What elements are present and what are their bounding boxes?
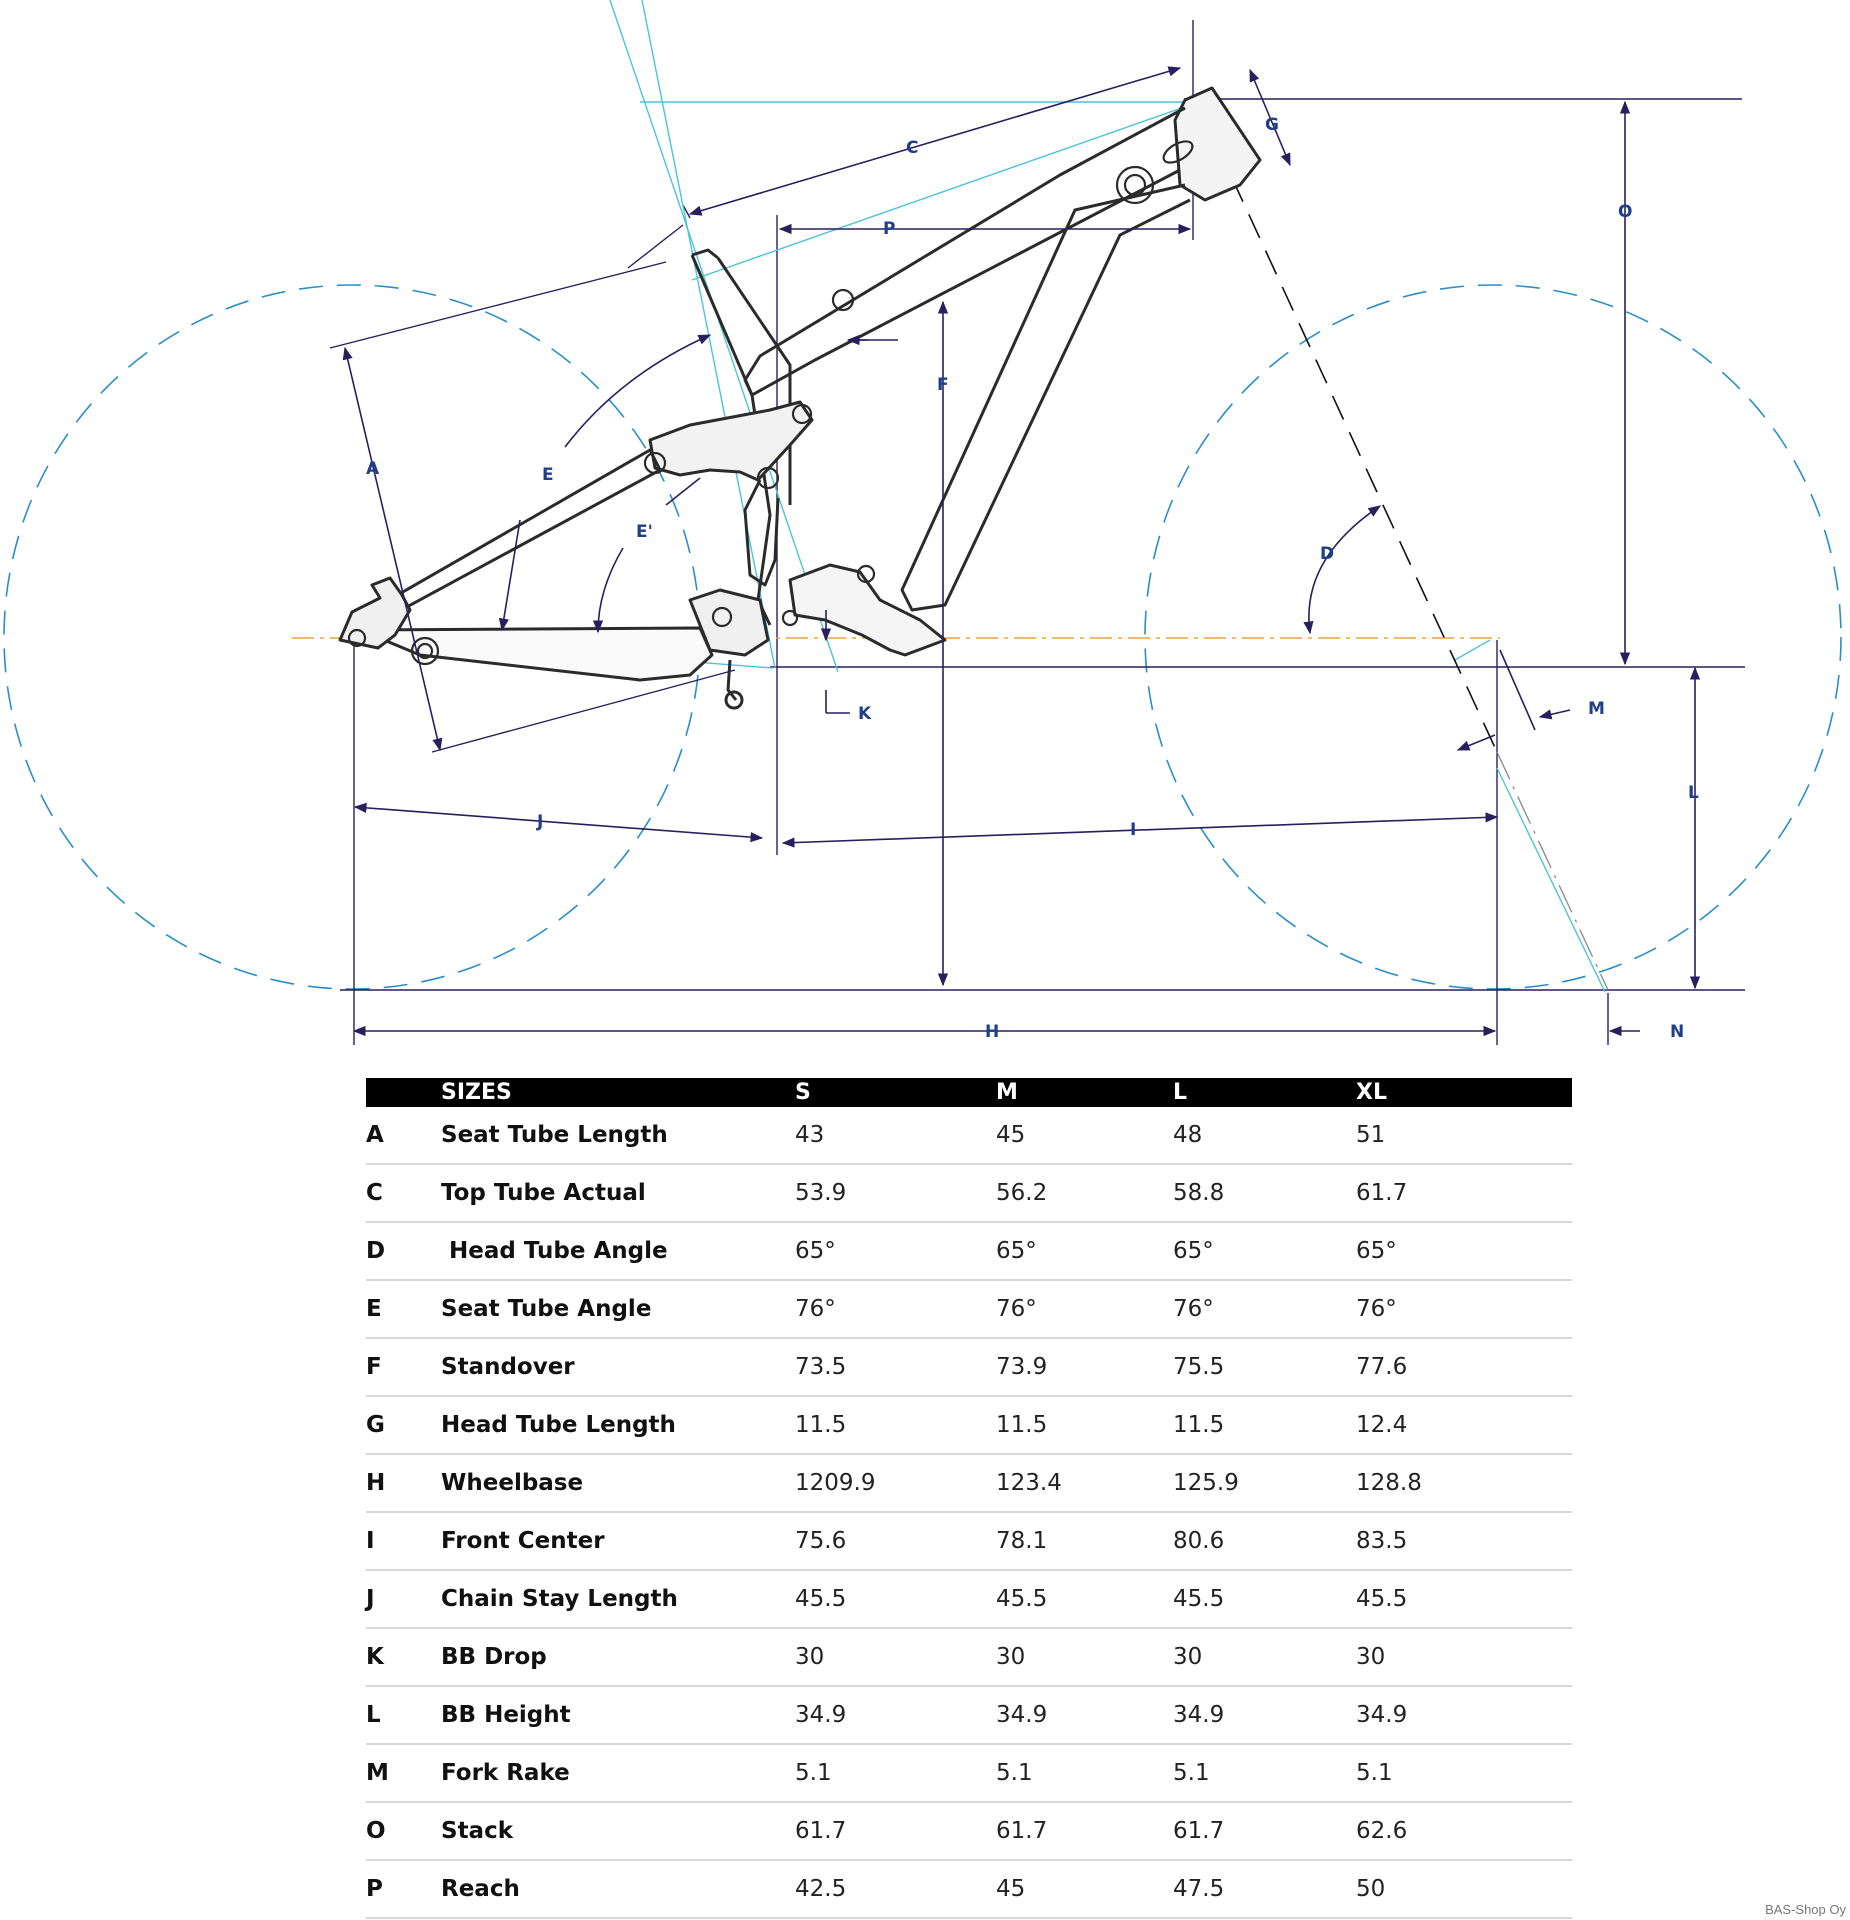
row-value-s: 11.5 [795,1396,996,1454]
row-value-l: 61.7 [1173,1802,1356,1860]
row-value-s: 73.5 [795,1338,996,1396]
row-letter: D [366,1222,441,1280]
row-letter: E [366,1280,441,1338]
row-value-m: 56.2 [996,1164,1173,1222]
row-value-xl: 62.6 [1356,1802,1572,1860]
row-measurement-name: Reach [441,1860,795,1918]
row-value-m: 123.4 [996,1454,1173,1512]
label-c: C [906,138,919,158]
row-value-xl: 5.1 [1356,1744,1572,1802]
row-measurement-name: Stack [441,1802,795,1860]
label-o: O [1618,202,1633,222]
geometry-table [366,1078,1572,1919]
row-measurement-name: Front Center [441,1512,795,1570]
row-letter: A [366,1107,441,1164]
row-value-xl: 34.9 [1356,1686,1572,1744]
row-measurement-name: Top Tube Actual [441,1164,795,1222]
row-letter: M [366,1744,441,1802]
row-letter: L [366,1686,441,1744]
label-k: K [858,704,872,724]
row-value-xl: 12.4 [1356,1396,1572,1454]
label-h: H [985,1022,1000,1042]
row-value-m: 45 [996,1107,1173,1164]
label-m: M [1588,699,1605,719]
row-value-s: 5.1 [795,1744,996,1802]
table-row [366,1686,1572,1744]
table-row [366,1280,1572,1338]
row-measurement-name: Head Tube Length [441,1396,795,1454]
row-value-l: 5.1 [1173,1744,1356,1802]
row-value-m: 5.1 [996,1744,1173,1802]
row-value-m: 73.9 [996,1338,1173,1396]
row-letter: G [366,1396,441,1454]
row-value-l: 30 [1173,1628,1356,1686]
row-value-xl: 83.5 [1356,1512,1572,1570]
row-value-s: 45.5 [795,1570,996,1628]
label-l: L [1688,783,1699,803]
header-letter [366,1078,441,1107]
row-value-m: 11.5 [996,1396,1173,1454]
row-value-l: 125.9 [1173,1454,1356,1512]
table-header-row [366,1078,1572,1107]
header-sizes: SIZES [441,1078,795,1107]
row-value-l: 48 [1173,1107,1356,1164]
row-measurement-name: Seat Tube Angle [441,1280,795,1338]
table-row [366,1628,1572,1686]
row-value-l: 75.5 [1173,1338,1356,1396]
row-measurement-name: Fork Rake [441,1744,795,1802]
row-value-s: 76° [795,1280,996,1338]
row-value-l: 11.5 [1173,1396,1356,1454]
row-value-s: 43 [795,1107,996,1164]
row-measurement-name: BB Drop [441,1628,795,1686]
row-value-m: 65° [996,1222,1173,1280]
row-value-l: 80.6 [1173,1512,1356,1570]
row-value-m: 45 [996,1860,1173,1918]
label-e: E [542,465,554,485]
row-measurement-name: Wheelbase [441,1454,795,1512]
row-value-l: 76° [1173,1280,1356,1338]
table-row [366,1338,1572,1396]
row-value-xl: 77.6 [1356,1338,1572,1396]
table-row [366,1164,1572,1222]
label-f: F [937,375,949,395]
row-value-m: 76° [996,1280,1173,1338]
header-size-xl: XL [1356,1078,1572,1107]
label-j: J [537,812,544,832]
frame-pivots [349,137,1196,664]
label-e-prime: E' [636,522,653,542]
row-value-s: 75.6 [795,1512,996,1570]
row-value-l: 45.5 [1173,1570,1356,1628]
row-value-s: 34.9 [795,1686,996,1744]
row-value-xl: 45.5 [1356,1570,1572,1628]
row-value-m: 61.7 [996,1802,1173,1860]
row-value-s: 53.9 [795,1164,996,1222]
table-row [366,1107,1572,1164]
header-size-m: M [996,1078,1173,1107]
row-letter: F [366,1338,441,1396]
row-letter: C [366,1164,441,1222]
header-size-l: L [1173,1078,1356,1107]
table-row [366,1512,1572,1570]
row-measurement-name: BB Height [441,1686,795,1744]
row-letter: K [366,1628,441,1686]
row-measurement-name: Standover [441,1338,795,1396]
row-value-m: 30 [996,1628,1173,1686]
header-size-s: S [795,1078,996,1107]
row-value-xl: 128.8 [1356,1454,1572,1512]
table-row [366,1570,1572,1628]
table-row [366,1454,1572,1512]
label-p: P [883,219,896,239]
label-d: D [1320,544,1335,564]
row-measurement-name: Chain Stay Length [441,1570,795,1628]
table-row [366,1396,1572,1454]
steering-axis-lower [1497,752,1608,990]
watermark: BAS-Shop Oy [1765,1902,1846,1917]
row-letter: H [366,1454,441,1512]
row-value-s: 61.7 [795,1802,996,1860]
row-value-xl: 65° [1356,1222,1572,1280]
table-row [366,1222,1572,1280]
steering-axis [1232,178,1497,752]
label-g: G [1265,115,1279,135]
row-value-l: 47.5 [1173,1860,1356,1918]
construction-lines [357,0,1605,992]
row-letter: I [366,1512,441,1570]
dimension-lines [345,68,1695,1031]
row-value-s: 65° [795,1222,996,1280]
row-value-s: 30 [795,1628,996,1686]
row-value-l: 34.9 [1173,1686,1356,1744]
row-measurement-name: Head Tube Angle [441,1222,795,1280]
row-letter: P [366,1860,441,1918]
row-value-s: 1209.9 [795,1454,996,1512]
row-value-xl: 76° [1356,1280,1572,1338]
row-value-xl: 30 [1356,1628,1572,1686]
label-n: N [1670,1022,1685,1042]
row-value-l: 58.8 [1173,1164,1356,1222]
row-value-l: 65° [1173,1222,1356,1280]
table-row [366,1802,1572,1860]
row-value-m: 78.1 [996,1512,1173,1570]
row-measurement-name: Seat Tube Length [441,1107,795,1164]
row-value-m: 45.5 [996,1570,1173,1628]
row-value-s: 42.5 [795,1860,996,1918]
dimension-letters [366,115,1699,1042]
row-letter: J [366,1570,441,1628]
row-value-xl: 50 [1356,1860,1572,1918]
label-a: A [366,459,380,479]
table-row [366,1744,1572,1802]
table-row [366,1860,1572,1918]
row-value-m: 34.9 [996,1686,1173,1744]
row-letter: O [366,1802,441,1860]
front-wheel-outline [1145,285,1841,989]
row-value-xl: 61.7 [1356,1164,1572,1222]
row-value-xl: 51 [1356,1107,1572,1164]
label-i: I [1130,820,1137,840]
